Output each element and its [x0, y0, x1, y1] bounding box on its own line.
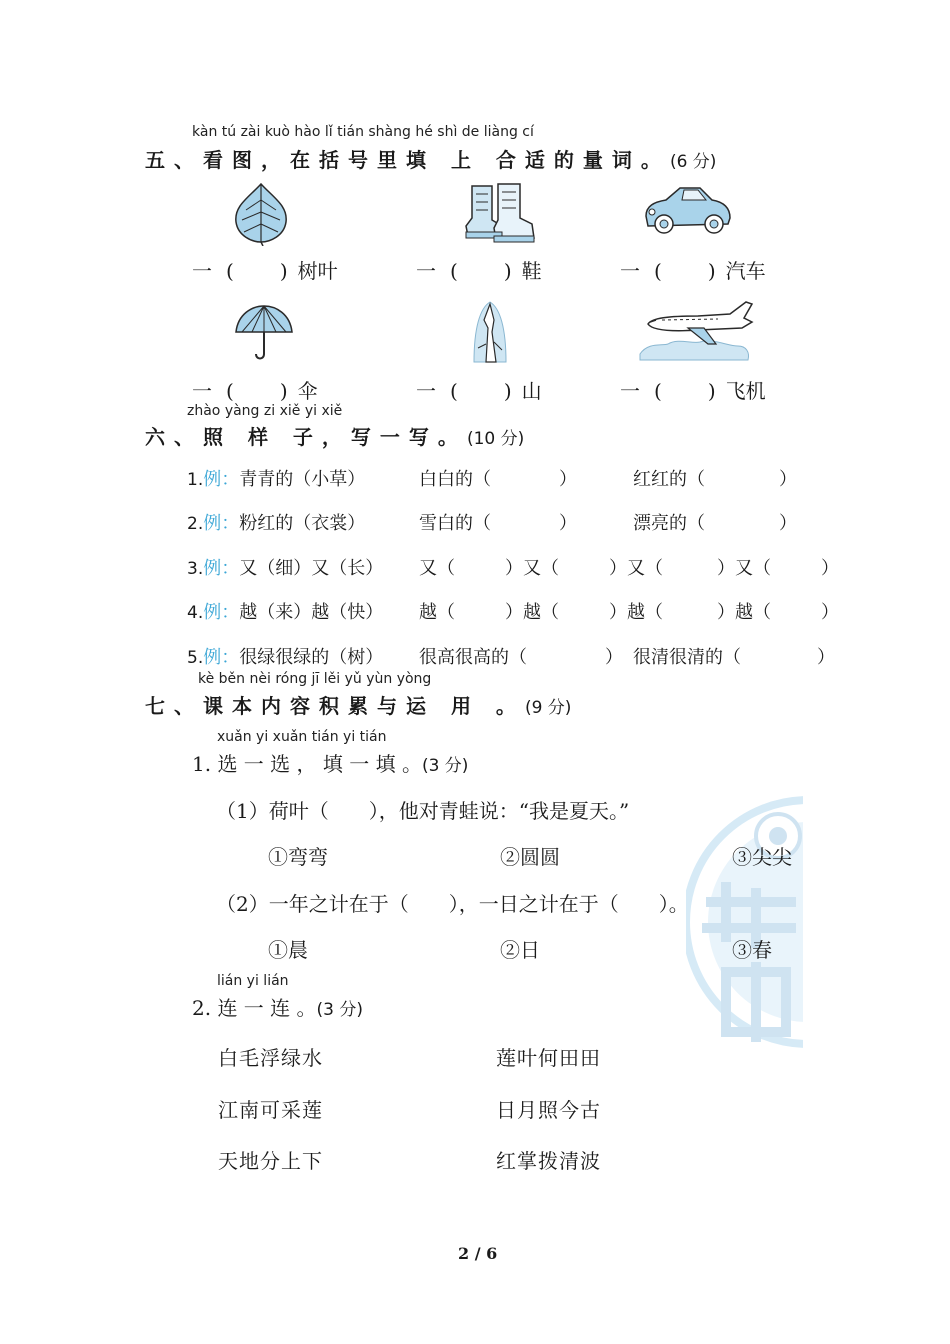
- shoes-icon: [462, 180, 538, 244]
- left-paren: (: [654, 259, 662, 283]
- one-char: 一: [620, 379, 640, 403]
- measure-item-umbrella: [192, 375, 318, 404]
- match-right-3: 红掌拨清波: [496, 1149, 601, 1173]
- airplane-icon: [638, 298, 758, 364]
- left-paren: (: [654, 379, 662, 403]
- q1-option-3: ③尖尖: [732, 845, 792, 869]
- example-sample: 越（来）越（快）: [239, 602, 384, 623]
- left-paren: (: [450, 379, 458, 403]
- example-label: 例：: [203, 513, 240, 534]
- row-number: 3.: [187, 559, 204, 579]
- sub2-pinyin: lián yi lián: [217, 973, 289, 989]
- exercise-row-4: [187, 598, 837, 624]
- measure-item-shoes: [416, 255, 542, 284]
- section7-pinyin: kè běn nèi róng jī lěi yǔ yùn yòng: [198, 671, 432, 687]
- right-paren: ): [707, 259, 716, 283]
- blank-1-prefix: 雪白的（: [419, 513, 491, 534]
- noun: 飞机: [725, 379, 766, 403]
- blank-1-close: ）: [605, 647, 623, 668]
- section6-pinyin: zhào yàng zi xiě yi xiě: [187, 403, 343, 419]
- row-number: 1.: [187, 470, 204, 490]
- blank-2-close: ）: [779, 469, 797, 490]
- left-paren: (: [450, 259, 458, 283]
- noun: 树叶: [297, 259, 338, 283]
- page-number: 2 / 6: [458, 1244, 498, 1263]
- match-left-2: 江南可采莲: [218, 1098, 323, 1122]
- example-label: 例：: [203, 647, 240, 668]
- question-1: （1）荷叶（ ），他对青蛙说：“我是夏天。”: [216, 799, 630, 823]
- section7-points: (9 分): [524, 698, 572, 718]
- slot-2: ）越（: [505, 602, 559, 623]
- example-sample: 很绿很绿的（树）: [239, 647, 384, 668]
- section6-points: (10 分): [466, 429, 525, 449]
- slot-2: ）又（: [505, 558, 559, 579]
- slot-1: 越（: [419, 602, 455, 623]
- q1-option-1: ①弯弯: [268, 845, 328, 869]
- example-sample: 粉红的（衣裳）: [239, 513, 366, 534]
- right-paren: ): [279, 259, 288, 283]
- one-char: 一: [416, 259, 436, 283]
- sub1-title: [192, 748, 468, 777]
- one-char: 一: [192, 379, 212, 403]
- question-2: （2）一年之计在于（ ），一日之计在于（ ）。: [216, 892, 689, 916]
- noun: 鞋: [521, 259, 542, 283]
- exercise-row-1: [187, 465, 827, 491]
- one-char: 一: [620, 259, 640, 283]
- section6-title-text: 六、照 样 子，写一写。: [145, 425, 467, 449]
- match-right-2: 日月照今古: [496, 1098, 601, 1122]
- q2-option-1: ①晨: [268, 938, 308, 962]
- example-label: 例：: [203, 469, 240, 490]
- match-left-1: 白毛浮绿水: [218, 1046, 323, 1070]
- blank-1-prefix: 很高很高的（: [419, 647, 527, 668]
- slot-4: ）越（: [717, 602, 771, 623]
- example-label: 例：: [203, 602, 240, 623]
- sub2-title: [192, 992, 363, 1021]
- slot-3: ）越（: [609, 602, 663, 623]
- row-number: 5.: [187, 648, 204, 668]
- right-paren: ): [707, 379, 716, 403]
- example-label: 例：: [203, 558, 240, 579]
- left-paren: (: [226, 259, 234, 283]
- row-number: 2.: [187, 514, 204, 534]
- umbrella-icon: [232, 302, 296, 362]
- example-sample: 青青的（小草）: [239, 469, 366, 490]
- right-paren: ): [503, 379, 512, 403]
- q2-option-3: ③春: [732, 938, 772, 962]
- blank-2-close: ）: [779, 513, 797, 534]
- noun: 山: [521, 379, 542, 403]
- section6-title: [145, 421, 524, 450]
- exercise-row-3: [187, 554, 837, 580]
- mountain-icon: [468, 298, 512, 364]
- blank-1-close: ）: [559, 469, 577, 490]
- sub2-points: (3 分): [316, 1000, 363, 1020]
- sub2-title-text: 2. 连 一 连 。: [192, 996, 317, 1020]
- right-paren: ): [279, 379, 288, 403]
- row-number: 4.: [187, 603, 204, 623]
- section5-pinyin: kàn tú zài kuò hào lǐ tián shàng hé shì de liàng cí: [192, 124, 534, 140]
- section5-title: [145, 144, 716, 173]
- section7-title: [145, 690, 571, 719]
- left-paren: (: [226, 379, 234, 403]
- example-sample: 又（细）又（长）: [239, 558, 384, 579]
- section5-points: (6 分): [669, 152, 717, 172]
- measure-item-airplane: [620, 375, 766, 404]
- measure-item-leaf: [192, 255, 338, 284]
- blank-2-prefix: 漂亮的（: [633, 513, 705, 534]
- q2-option-2: ②日: [500, 938, 540, 962]
- blank-1-close: ）: [559, 513, 577, 534]
- slot-4: ）又（: [717, 558, 771, 579]
- sub1-pinyin: xuǎn yi xuǎn tián yi tián: [217, 729, 387, 745]
- slot-close: ）: [821, 558, 839, 579]
- car-icon: [640, 180, 734, 238]
- right-paren: ): [503, 259, 512, 283]
- slot-1: 又（: [419, 558, 455, 579]
- match-right-1: 莲叶何田田: [496, 1046, 601, 1070]
- noun: 汽车: [725, 259, 766, 283]
- blank-1-prefix: 白白的（: [419, 469, 491, 490]
- measure-item-car: [620, 255, 766, 284]
- sub1-points: (3 分): [421, 756, 469, 776]
- noun: 伞: [297, 379, 318, 403]
- watermark-logo-icon: [686, 792, 803, 1054]
- exercise-row-2: [187, 509, 827, 535]
- match-left-3: 天地分上下: [218, 1149, 323, 1173]
- one-char: 一: [416, 379, 436, 403]
- slot-3: ）又（: [609, 558, 663, 579]
- measure-item-mountain: [416, 375, 542, 404]
- blank-2-prefix: 很清很清的（: [633, 647, 741, 668]
- q1-option-2: ②圆圆: [500, 845, 560, 869]
- section5-title-text: 五、看图，在括号里填 上 合适的量词。: [145, 148, 670, 172]
- sub1-title-text: 1. 选 一 选 ， 填 一 填 。: [192, 752, 422, 776]
- leaf-icon: [228, 180, 294, 246]
- blank-2-close: ）: [817, 647, 835, 668]
- exercise-row-5: [187, 643, 837, 669]
- blank-2-prefix: 红红的（: [633, 469, 705, 490]
- slot-close: ）: [821, 602, 839, 623]
- section7-title-text: 七、课本内容积累与运 用 。: [145, 694, 525, 718]
- one-char: 一: [192, 259, 212, 283]
